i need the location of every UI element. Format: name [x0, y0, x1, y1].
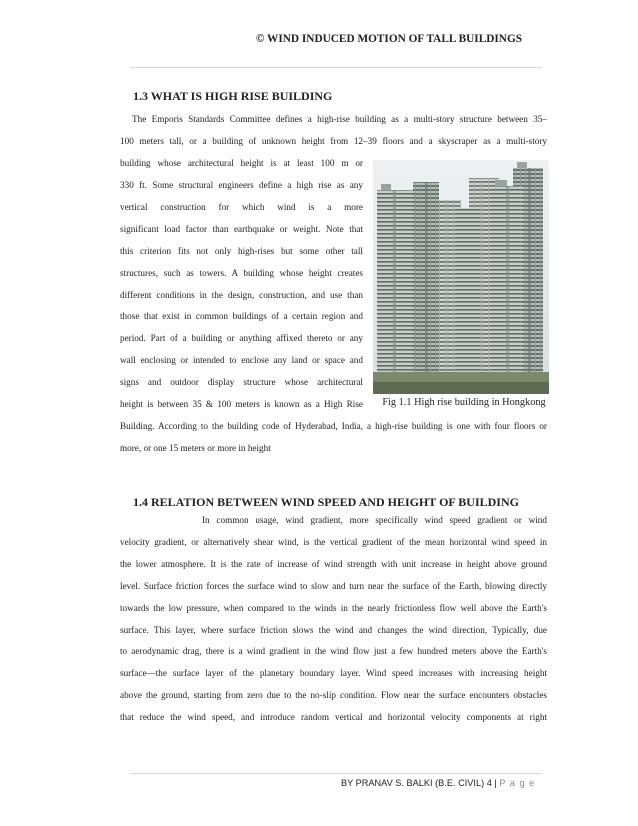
text-line: above the ground, starting from zero due to the no-slip condition. Flow near the surface encounters obstacles [120, 690, 547, 701]
text-line: period. Part of a building or anything affixed thereto or any [120, 333, 363, 344]
text-line: different conditions in the design, construction, and use than [120, 289, 363, 300]
paragraph-wind-gradient [120, 510, 547, 729]
running-header: © WIND INDUCED MOTION OF TALL BUILDINGS [256, 33, 523, 45]
text-line: structures, such as towers. A building whose height creates [120, 267, 363, 278]
footer-divider [130, 773, 542, 774]
text-line: height is between 35 & 100 meters is known as a High Rise [120, 399, 363, 410]
footer-author: BY PRANAV S. BALKI (B.E. CIVIL) 4 | [341, 778, 500, 788]
text-line: those that exist in common buildings of a certain region and [120, 311, 363, 322]
section-heading-1-4: 1.4 RELATION BETWEEN WIND SPEED AND HEIGHT OF BUILDING [133, 495, 519, 509]
paragraph-high-rise-wrap [120, 175, 363, 416]
paragraph-hyderabad-code [120, 416, 547, 460]
section-heading-1-3: 1.3 WHAT IS HIGH RISE BUILDING [133, 89, 333, 103]
figure-caption: Fig 1.1 High rise building in Hongkong [382, 397, 546, 408]
text-line: surface. This layer, where surface friction slows the wind and changes the wind direction, Typically, due [120, 624, 547, 635]
text-line: 330 ft. Some structural engineers define a high rise as any [120, 180, 363, 190]
page-footer [341, 778, 551, 788]
text-line: to aerodynamic drag, there is a wind gradient in the wind flow just a few hundred meters above the Earth's [120, 646, 547, 657]
high-rise-building-photo [373, 160, 549, 394]
text-line: this criterion fits not only high-rises but some other tall [120, 245, 363, 256]
text-line: that reduce the wind speed, and introduce random vertical and horizontal velocity components at right [120, 712, 547, 723]
text-line: 100 meters tall, or a building of unknown height from 12–39 floors and a skyscraper as a multi-story [120, 135, 547, 146]
text-line: signs and outdoor display structure whose architectural [120, 377, 363, 388]
header-divider [130, 67, 542, 68]
text-line: wall enclosing or intended to enclose any land or space and [120, 355, 363, 366]
text-line: significant load factor than earthquake or weight. Note that [120, 223, 363, 234]
text-line: velocity gradient, or alternatively shear wind, is the vertical gradient of the mean horizontal wind speed in [120, 536, 547, 547]
text-line: vertical construction for which wind is a more [120, 201, 363, 212]
text-line: the lower atmosphere. It is the rate of increase of wind strength with unit increase in height above ground [120, 558, 547, 569]
text-line: The Emporis Standards Committee defines a high-rise building as a multi-story structure between 35– [132, 114, 547, 124]
footer-page-label: P a g e [499, 778, 536, 788]
text-line: In common usage, wind gradient, more specifically wind speed gradient or wind [202, 515, 547, 525]
text-line: Building. According to the building code of Hyderabad, India, a high-rise building is one with four floors or [120, 421, 547, 431]
text-line: building whose architectural height is at least 100 m or [120, 157, 363, 168]
text-line: surface—the surface layer of the planetary boundary layer. Wind speed increases with increasing height [120, 668, 547, 679]
text-line: level. Surface friction forces the surface wind to slow and turn near the surface of the Earth, blowing directly [120, 580, 547, 591]
text-line: towards the low pressure, when compared to the winds in the nearly frictionless flow well above the Earth's [120, 602, 547, 613]
text-line: more, or one 15 meters or more in height [120, 442, 271, 453]
